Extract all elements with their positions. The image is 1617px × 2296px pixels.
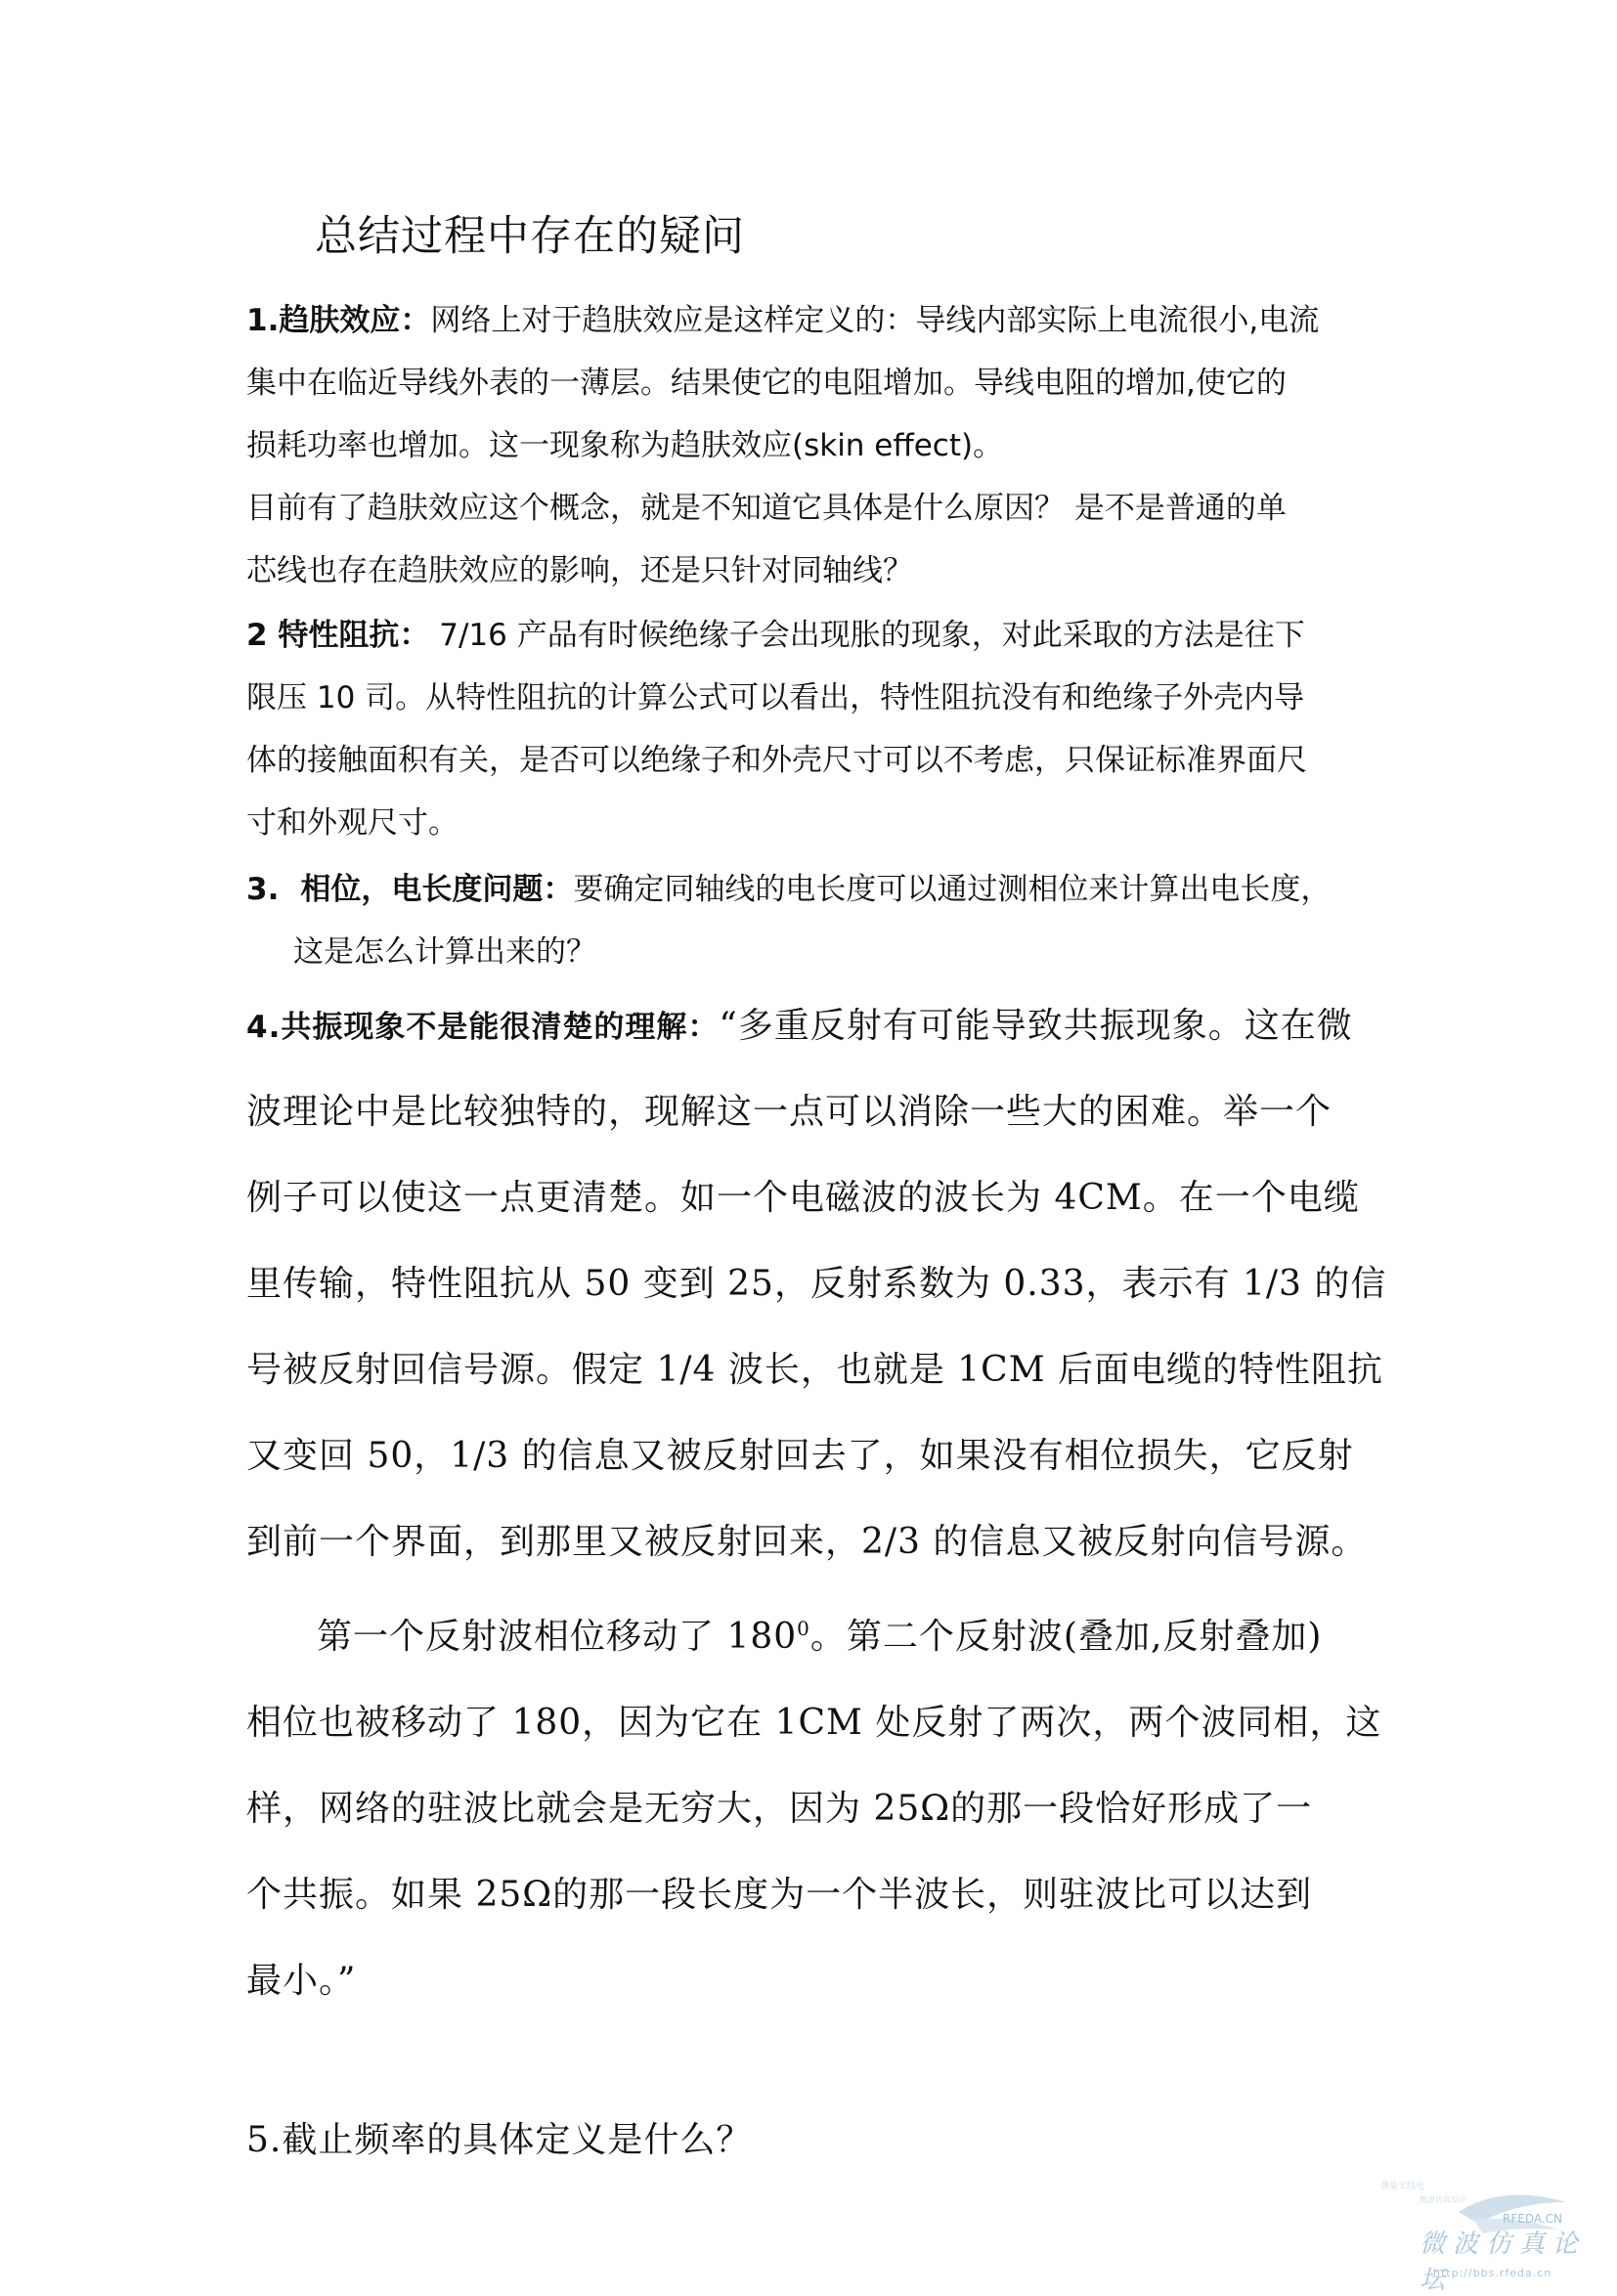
text-line: 这是怎么计算出来的？ [293, 934, 596, 970]
question-3-label: 相位，电长度问题： [300, 872, 574, 907]
text-line: 体的接触面积有关，是否可以绝缘子和外壳尺寸可以不考虑，只保证标准界面尺 [246, 743, 1307, 778]
text-line: 到前一个界面，到那里又被反射回来，2/3 的信息又被反射向信号源。 [246, 1522, 1368, 1562]
question-2 [246, 604, 1420, 854]
text-line: 集中在临近导线外表的一薄层。结果使它的电阻增加。导线电阻的增加,使它的 [246, 366, 1287, 401]
text-line: 号被反射回信号源。假定 1/4 波长，也就是 1CM 后面电缆的特性阻抗 [246, 1350, 1384, 1390]
question-3-number: 3. [246, 872, 280, 907]
question-3 [246, 858, 1420, 983]
superscript: 0 [797, 1617, 810, 1640]
text-line: 第一个反射波相位移动了 $180^0$。第二个反射波(叠加,反射叠加) [317, 1617, 1323, 1657]
watermark [1302, 2173, 1595, 2295]
text-line: 波理论中是比较独特的，现解这一点可以消除一些大的困难。举一个 [246, 1092, 1333, 1132]
text-line: 最小。” [246, 1961, 357, 2001]
text-line: 例子可以使这一点更清楚。如一个电磁波的波长为 4CM。在一个电缆 [246, 1178, 1360, 1218]
text-line: 又变回 50，1/3 的信息又被反射回去了，如果没有相位损失，它反射 [246, 1436, 1354, 1476]
text-line: 寸和外观尺寸。 [246, 805, 459, 841]
question-1-label: 1.趋肤效应： [246, 303, 431, 338]
text-line: 损耗功率也增加。这一现象称为趋肤效应(skin effect)。 [246, 428, 1004, 463]
text-line: 相位也被移动了 180，因为它在 1CM 处反射了两次，两个波同相，这 [246, 1703, 1382, 1743]
text-line: 个共振。如果 25Ω的那一段长度为一个半波长，则驻波比可以达到 [246, 1875, 1313, 1915]
text-line: 5.截止频率的具体定义是什么？ [246, 2120, 753, 2160]
text-line: 样，网络的驻波比就会是无穷大，因为 25Ω的那一段恰好形成了一 [246, 1789, 1313, 1829]
text-line: 要确定同轴线的电长度可以通过测相位来计算出电长度， [573, 872, 1332, 907]
question-1 [246, 289, 1420, 602]
question-4-label: 4.共振现象不是能很清楚的理解： [246, 1010, 720, 1045]
text-line: “多重反射有可能导致共振现象。这在微 [719, 1006, 1353, 1046]
text-line: 芯线也存在趋肤效应的影响，还是只针对同轴线？ [246, 553, 913, 588]
question-4 [246, 983, 1420, 2024]
watermark-url: http://bbs.rfeda.cn [1433, 2267, 1552, 2279]
text-line: 里传输，特性阻抗从 50 变到 25，反射系数为 0.33，表示有 1/3 的信 [246, 1264, 1387, 1304]
watermark-tag-1: 测量无线电 [1380, 2182, 1425, 2191]
watermark-site-name: 微波仿真论坛 [1420, 2230, 1587, 2295]
watermark-tag-2: 微波仿真设计 [1420, 2195, 1466, 2204]
question-5 [246, 2098, 1420, 2184]
watermark-brand: RFEDA.CN [1503, 2212, 1563, 2226]
text-line: 网络上对于趋肤效应是这样定义的：导线内部实际上电流很小,电流 [430, 303, 1320, 338]
text-line: 限压 10 司。从特性阻抗的计算公式可以看出，特性阻抗没有和绝缘子外壳内导 [246, 680, 1305, 715]
text-line: 目前有了趋肤效应这个概念，就是不知道它具体是什么原因？ 是不是普通的单 [246, 491, 1287, 526]
text-line: 7/16 产品有时候绝缘子会出现胀的现象，对此采取的方法是往下 [429, 618, 1305, 653]
page-title: 总结过程中存在的疑问 [315, 212, 745, 261]
question-2-label: 2 特性阻抗： [246, 618, 430, 653]
